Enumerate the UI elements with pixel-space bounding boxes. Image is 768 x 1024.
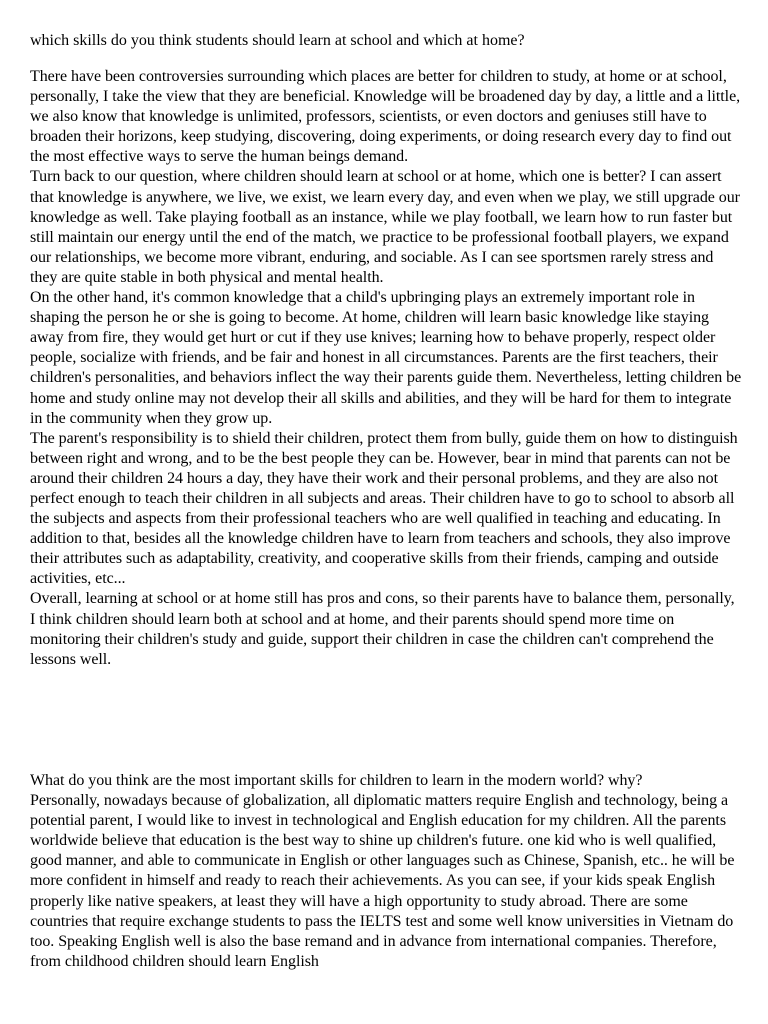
- essay-1-paragraph-3: On the other hand, it's common knowledge that a child's upbringing plays an extremely important role in shaping the person he or she is going to become. At home, children will learn basic knowledge like staying away from fire, they would get hurt or cut if they use knives; learning how to behave properly, respect older people, socialize with friends, and be fair and honest in all circumstances. Parents are the first teachers, their children's personalities, and behaviors inflect the way their parents guide them. Nevertheless, letting children be home and study online may not develop their all skills and abilities, and they will be hard for them to integrate in the community when they grow up.: [30, 289, 742, 427]
- essay-2: [30, 771, 742, 972]
- essay-1-paragraph-5: Overall, learning at school or at home still has pros and cons, so their parents have to balance them, personally, I think children should learn both at school and at home, and their parents should spend more time on monitoring their children's study and guide, support their children in case the children can't comprehend the lessons well.: [30, 590, 735, 668]
- essay-1-paragraph-4: The parent's responsibility is to shield their children, protect them from bully, guide them on how to distinguish between right and wrong, and to be the best people they can be. However, bear in mind that parents can not be around their children 24 hours a day, they have their work and their personal problems, and they are also not perfect enough to teach their children in all subjects and areas. Their children have to go to school to absorb all the subjects and aspects from their professional teachers who are well qualified in teaching and educating. In addition to that, besides all the knowledge children have to learn from teachers and schools, they also improve their attributes such as adaptability, creativity, and cooperative skills from their friends, camping and outside activities, etc...: [30, 429, 738, 588]
- essay-1: [30, 67, 742, 670]
- essay-1-paragraph-1: There have been controversies surrounding which places are better for children to study, at home or at school, personally, I take the view that they are beneficial. Knowledge will be broadened day by day, a little and a little, we also know that knowledge is unlimited, professors, scientists, or even doctors and geniuses still have to broaden their horizons, keep studying, discovering, doing experiments, or doing research every day to find out the most effective ways to serve the human beings demand.: [30, 68, 741, 166]
- question-heading-1: which skills do you think students should learn at school and which at home?: [30, 32, 525, 49]
- question-heading-2: What do you think are the most important skills for children to learn in the modern world? why?: [30, 772, 643, 789]
- essay-2-paragraph-1: Personally, nowadays because of globalization, all diplomatic matters require English and technology, being a potential parent, I would like to invest in technological and English education for my children. All the parents worldwide believe that education is the best way to shine up children's future. one kid who is well qualified, good manner, and able to communicate in English or other languages such as Chinese, Spanish, etc.. he will be more confident in himself and ready to reach their achievements. As you can see, if your kids speak English properly like native speakers, at least they will have a high opportunity to study abroad. There are some countries that require exchange students to pass the IELTS test and some well know universities in Vietnam do too. Speaking English well is also the base remand and in advance from international companies. Therefore, from childhood children should learn English: [30, 792, 735, 970]
- essay-1-paragraph-2: Turn back to our question, where children should learn at school or at home, which one is better? I can assert that knowledge is anywhere, we live, we exist, we learn every day, and even when we play, we still upgrade our knowledge as well. Take playing football as an instance, while we play football, we learn how to run faster but still maintain our energy until the end of the match, we practice to be professional football players, we expand our relationships, we become more vibrant, enduring, and sociable. As I can see sportsmen rarely stress and they are quite stable in both physical and mental health.: [30, 168, 740, 286]
